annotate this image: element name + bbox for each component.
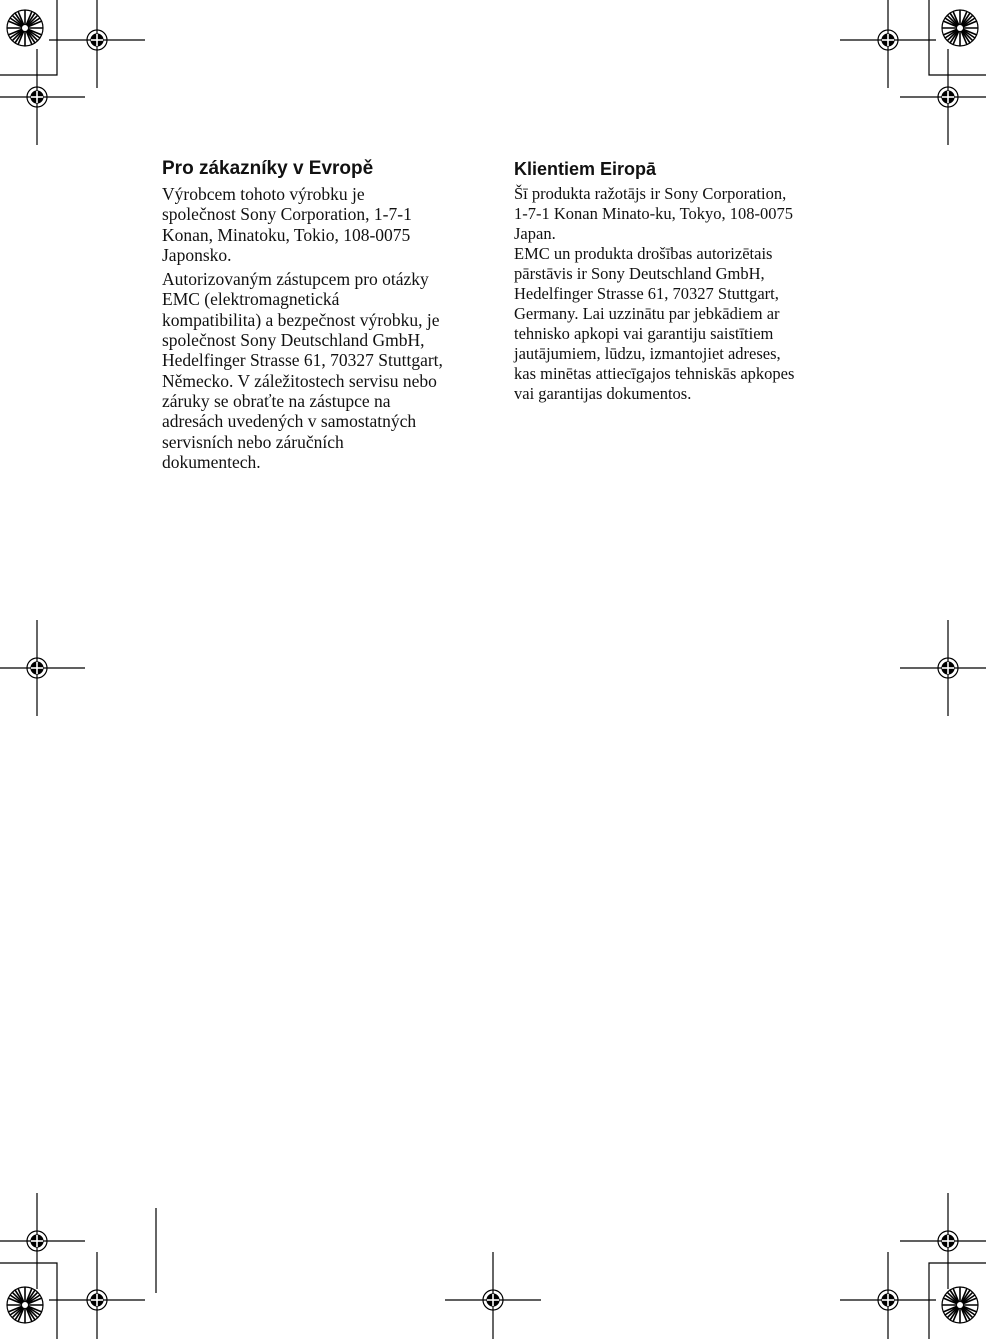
text-line: tehnisko apkopi vai garantiju saistītiem [514, 324, 774, 343]
text-line: adresách uvedených v samostatných [162, 411, 417, 432]
text-line: Germany. Lai uzzinātu par jebkādiem ar [514, 304, 780, 323]
text-line: Šī produkta ražotājs ir Sony Corporation, [514, 184, 787, 203]
latvian-representative-paragraph [514, 244, 834, 404]
text-line: Výrobcem tohoto výrobku je [162, 184, 365, 204]
text-line: Japan. [514, 224, 556, 243]
latvian-section [514, 158, 834, 404]
text-line: servisních nebo záručních [162, 431, 344, 452]
text-line: Autorizovaným zástupcem pro otázky [162, 269, 429, 290]
text-line: kas minētas attiecīgajos tehniskās apkopes [514, 364, 795, 383]
text-line: Konan, Minatoku, Tokio, 108-0075 [162, 224, 411, 245]
text-line: Japonsko. [162, 244, 232, 265]
czech-section [162, 158, 482, 476]
text-line: Hedelfinger Strasse 61, 70327 Stuttgart, [162, 350, 443, 371]
text-line: EMC (elektromagnetická [162, 289, 340, 310]
text-line: společnost Sony Deutschland GmbH, [162, 330, 425, 351]
text-line: Německo. V záležitostech servisu nebo [162, 370, 437, 391]
text-line: EMC un produkta drošības autorizētais [514, 244, 773, 263]
text-line: jautājumiem, lūdzu, izmantojiet adreses, [514, 344, 781, 363]
text-line: kompatibilita) a bezpečnost výrobku, je [162, 309, 440, 330]
text-line: 1-7-1 Konan Minato-ku, Tokyo, 108-0075 [514, 204, 794, 223]
text-line: vai garantijas dokumentos. [514, 384, 692, 403]
text-line: pārstāvis ir Sony Deutschland GmbH, [514, 264, 765, 283]
czech-heading: Pro zákazníky v Evropě [162, 158, 374, 179]
latvian-manufacturer-paragraph [514, 184, 834, 244]
latvian-heading: Klientiem Eiropā [514, 159, 657, 179]
czech-representative-paragraph [162, 269, 482, 472]
text-line: společnost Sony Corporation, 1-7-1 [162, 204, 412, 225]
czech-manufacturer-paragraph [162, 184, 482, 265]
text-line: dokumentech. [162, 451, 261, 472]
text-line: Hedelfinger Strasse 61, 70327 Stuttgart, [514, 284, 779, 303]
text-line: záruky se obraťte na zástupce na [162, 390, 391, 411]
